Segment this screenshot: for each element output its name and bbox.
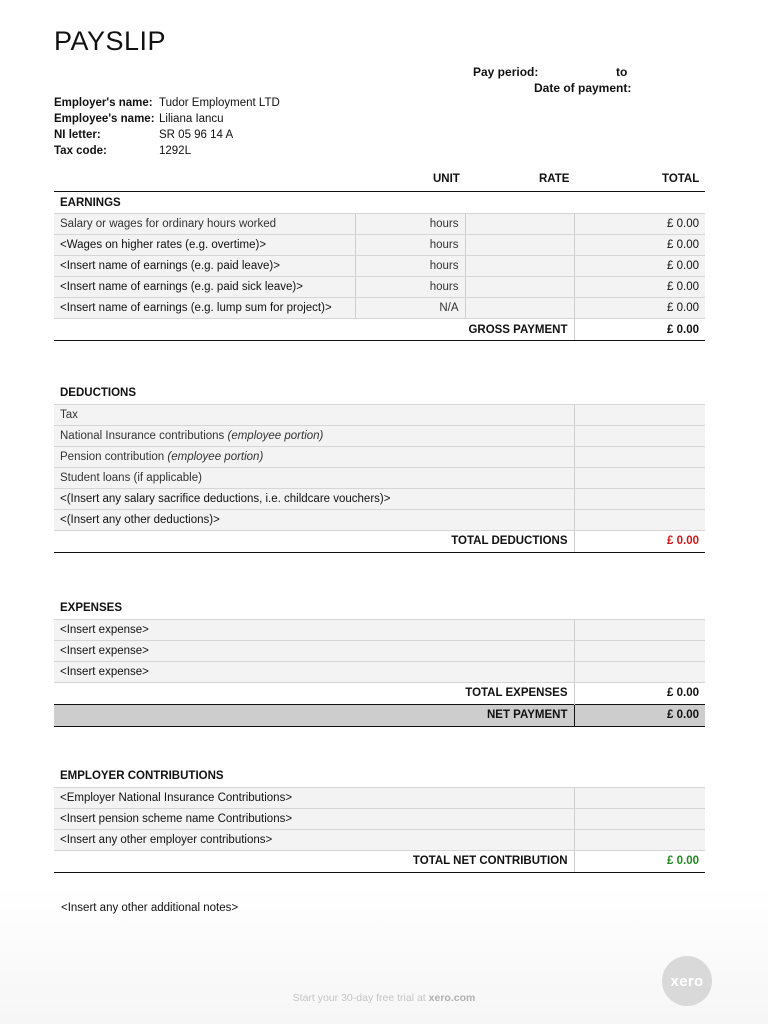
gross-payment-label: GROSS PAYMENT [54,319,574,341]
deduction-name[interactable] [54,509,574,530]
deductions-heading-row [54,382,705,404]
info-value[interactable]: Liliana Iancu [159,113,224,125]
pay-period-to: to [616,65,628,79]
earning-name[interactable]: Salary or wages for ordinary hours worked [54,214,355,235]
earning-unit[interactable]: hours [355,214,465,235]
total-deductions-label: TOTAL DEDUCTIONS [54,530,574,552]
table-row [54,446,705,467]
total-expenses-value: £ 0.00 [574,682,705,704]
table-row [54,787,705,808]
earning-rate[interactable] [465,235,574,256]
earning-name[interactable]: <Insert name of earnings (e.g. lump sum for project)> [54,298,355,319]
info-value[interactable]: Tudor Employment LTD [159,97,280,109]
additional-notes[interactable]: <Insert any other additional notes> [61,902,239,914]
total-deductions-row [54,530,705,552]
table-row [54,235,705,256]
table-row [54,467,705,488]
expense-name[interactable]: <Insert expense> [54,640,574,661]
table-row [54,277,705,298]
table-row [54,808,705,829]
total-net-contribution-row [54,850,705,872]
earnings-heading-row [54,192,705,214]
total-net-contribution-label: TOTAL NET CONTRIBUTION [54,850,574,872]
table-row [54,488,705,509]
net-payment-row [54,704,705,726]
trial-link[interactable]: xero.com [428,992,476,1004]
deduction-name[interactable] [54,467,574,488]
earning-total: £ 0.00 [574,298,705,319]
deduction-note: (employee portion) [167,450,264,463]
deduction-amount[interactable] [574,446,705,467]
expenses-table [54,597,705,727]
earnings-table [54,191,705,341]
expenses-heading: EXPENSES [54,597,705,619]
contributions-heading: EMPLOYER CONTRIBUTIONS [54,765,705,787]
earning-total: £ 0.00 [574,256,705,277]
expense-amount[interactable] [574,661,705,682]
earning-unit[interactable]: hours [355,235,465,256]
total-expenses-row [54,682,705,704]
deduction-name[interactable] [54,404,574,425]
info-value[interactable]: 1292L [159,145,191,157]
earning-rate[interactable] [465,277,574,298]
deduction-amount[interactable] [574,488,705,509]
deduction-label: <(Insert any other deductions)> [60,513,220,526]
table-row [54,661,705,682]
page-title: PAYSLIP [54,26,167,56]
deductions-heading: DEDUCTIONS [54,382,705,404]
earning-rate[interactable] [465,214,574,235]
column-header-total: TOTAL [662,173,700,185]
contributions-heading-row [54,765,705,787]
deduction-label: <(Insert any salary sacrifice deductions, i.e. childcare vouchers)> [60,492,391,505]
table-row [54,298,705,319]
info-row-employer [54,97,280,113]
info-row-employee [54,113,280,129]
table-row [54,619,705,640]
contribution-amount[interactable] [574,829,705,850]
earning-unit[interactable]: hours [355,256,465,277]
info-label: NI letter: [54,129,101,141]
earning-unit[interactable]: hours [355,277,465,298]
earning-name[interactable]: <Insert name of earnings (e.g. paid sick leave)> [54,277,355,298]
deduction-amount[interactable] [574,404,705,425]
info-label: Tax code: [54,145,107,157]
column-header-rate: RATE [539,173,570,185]
employer-contributions-table [54,765,705,873]
earning-unit[interactable]: N/A [355,298,465,319]
deductions-table [54,382,705,553]
table-row [54,509,705,530]
deduction-amount[interactable] [574,425,705,446]
total-expenses-label: TOTAL EXPENSES [54,682,574,704]
employee-info [54,97,280,161]
deduction-label: National Insurance contributions [60,429,228,442]
pay-period-label: Pay period: [473,65,539,79]
deduction-note: (employee portion) [227,429,324,442]
contribution-name[interactable]: <Employer National Insurance Contributions> [54,787,574,808]
net-payment-value: £ 0.00 [574,704,705,726]
deduction-label: Tax [60,408,78,421]
expense-amount[interactable] [574,640,705,661]
earning-total: £ 0.00 [574,214,705,235]
table-row [54,640,705,661]
table-row [54,256,705,277]
table-row [54,214,705,235]
table-row [54,404,705,425]
contribution-amount[interactable] [574,787,705,808]
deduction-amount[interactable] [574,509,705,530]
total-net-contribution-value: £ 0.00 [574,850,705,872]
deduction-name[interactable] [54,425,574,446]
info-row-ni-letter [54,129,280,145]
expenses-heading-row [54,597,705,619]
earning-total: £ 0.00 [574,235,705,256]
total-deductions-value: £ 0.00 [574,530,705,552]
trial-text: Start your 30-day free trial at [292,992,429,1004]
deduction-label: Student loans (if applicable) [60,471,202,484]
contribution-name[interactable]: <Insert pension scheme name Contributions> [54,808,574,829]
contribution-name[interactable]: <Insert any other employer contributions> [54,829,574,850]
info-row-tax-code [54,145,280,161]
gross-payment-row [54,319,705,341]
net-payment-label: NET PAYMENT [54,704,574,726]
expense-name[interactable]: <Insert expense> [54,619,574,640]
expense-amount[interactable] [574,619,705,640]
expense-name[interactable]: <Insert expense> [54,661,574,682]
deduction-name[interactable] [54,488,574,509]
info-label: Employee's name: [54,113,155,125]
earnings-heading: EARNINGS [54,192,705,214]
trial-footer [0,992,768,1004]
table-row [54,425,705,446]
deduction-amount[interactable] [574,467,705,488]
column-header-unit: UNIT [433,173,460,185]
earning-rate[interactable] [465,256,574,277]
info-label: Employer's name: [54,97,153,109]
deduction-name[interactable] [54,446,574,467]
xero-logo[interactable]: xero [662,956,712,1006]
deduction-label: Pension contribution [60,450,168,463]
earning-name[interactable]: <Wages on higher rates (e.g. overtime)> [54,235,355,256]
earning-rate[interactable] [465,298,574,319]
date-of-payment-label: Date of payment: [534,81,632,95]
info-value[interactable]: SR 05 96 14 A [159,129,234,141]
earning-name[interactable]: <Insert name of earnings (e.g. paid leave)> [54,256,355,277]
gross-payment-value: £ 0.00 [574,319,705,341]
table-row [54,829,705,850]
earning-total: £ 0.00 [574,277,705,298]
contribution-amount[interactable] [574,808,705,829]
